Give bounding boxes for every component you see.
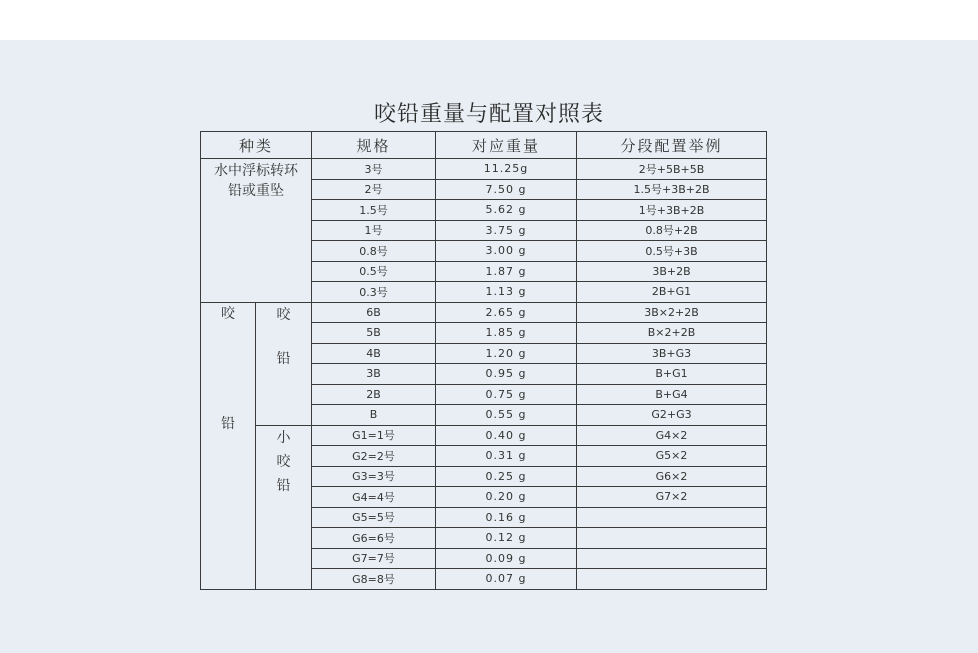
cell-spec: G5=5号 (312, 507, 436, 528)
subcategory-char: 铅 (276, 477, 291, 494)
cell-weight: 0.20 g (436, 487, 577, 508)
cell-spec: G8=8号 (312, 569, 436, 590)
table-title: 咬铅重量与配置对照表 (373, 102, 604, 127)
subcategory-char: 咬 (276, 453, 291, 470)
cell-spec: G4=4号 (312, 487, 436, 508)
cell-config: G4×2 (577, 425, 767, 446)
cell-weight: 0.12 g (436, 528, 577, 549)
cell-spec: 3B (312, 364, 436, 385)
cell-weight: 0.07 g (436, 569, 577, 590)
cell-spec: 4B (312, 343, 436, 364)
header-category: 种类 (201, 132, 312, 159)
cell-weight: 0.95 g (436, 364, 577, 385)
cell-weight: 1.20 g (436, 343, 577, 364)
category-bite-char: 咬 (221, 305, 235, 322)
header-weight: 对应重量 (436, 132, 577, 159)
cell-config: G2+G3 (577, 405, 767, 426)
cell-spec: 6B (312, 302, 436, 323)
cell-weight: 0.31 g (436, 446, 577, 467)
cell-spec: 0.8号 (312, 241, 436, 262)
cell-config (577, 569, 767, 590)
cell-spec: G2=2号 (312, 446, 436, 467)
table-row (201, 425, 767, 446)
cell-weight: 3.75 g (436, 220, 577, 241)
cell-config: 1.5号+3B+2B (577, 179, 767, 200)
category-float-line: 铅或重坠 (228, 183, 284, 199)
weight-config-table (200, 131, 767, 590)
cell-config: 2B+G1 (577, 282, 767, 303)
table-row (201, 302, 767, 323)
cell-spec: G1=1号 (312, 425, 436, 446)
cell-spec: B (312, 405, 436, 426)
cell-config (577, 548, 767, 569)
cell-spec: 1号 (312, 220, 436, 241)
category-float-lead (201, 159, 312, 303)
cell-weight: 3.00 g (436, 241, 577, 262)
cell-config: B+G1 (577, 364, 767, 385)
cell-config: 0.5号+3B (577, 241, 767, 262)
header-spec: 规格 (312, 132, 436, 159)
cell-spec: G6=6号 (312, 528, 436, 549)
cell-weight: 1.85 g (436, 323, 577, 344)
cell-weight: 0.25 g (436, 466, 577, 487)
spacer (256, 327, 311, 347)
cell-weight: 1.87 g (436, 261, 577, 282)
cell-weight: 2.65 g (436, 302, 577, 323)
header-config: 分段配置举例 (577, 132, 767, 159)
cell-spec: 3号 (312, 159, 436, 180)
cell-config: 0.8号+2B (577, 220, 767, 241)
cell-config (577, 507, 767, 528)
cell-spec: 2号 (312, 179, 436, 200)
cell-config: G7×2 (577, 487, 767, 508)
cell-config: G5×2 (577, 446, 767, 467)
cell-config: 2号+5B+5B (577, 159, 767, 180)
cell-weight: 0.40 g (436, 425, 577, 446)
cell-spec: 5B (312, 323, 436, 344)
cell-config: 1号+3B+2B (577, 200, 767, 221)
category-bite-char: 铅 (221, 415, 235, 432)
subcategory-char: 铅 (276, 350, 291, 367)
cell-weight: 0.16 g (436, 507, 577, 528)
cell-config: B+G4 (577, 384, 767, 405)
category-float-line: 水中浮标转环 (214, 163, 298, 179)
cell-config: 3B+G3 (577, 343, 767, 364)
subcategory-char: 小 (276, 429, 291, 446)
cell-config: B×2+2B (577, 323, 767, 344)
cell-spec: 2B (312, 384, 436, 405)
cell-config: 3B×2+2B (577, 302, 767, 323)
spacer (201, 326, 255, 412)
cell-spec: 0.5号 (312, 261, 436, 282)
cell-weight: 7.50 g (436, 179, 577, 200)
category-bite-lead (201, 302, 256, 589)
cell-spec: 1.5号 (312, 200, 436, 221)
cell-config: 3B+2B (577, 261, 767, 282)
cell-weight: 0.09 g (436, 548, 577, 569)
cell-weight: 1.13 g (436, 282, 577, 303)
table-row (201, 159, 767, 180)
subcategory-char: 咬 (276, 306, 291, 323)
subcategory-small-bite (256, 425, 312, 589)
cell-config: G6×2 (577, 466, 767, 487)
cell-weight: 11.25g (436, 159, 577, 180)
cell-spec: 0.3号 (312, 282, 436, 303)
subcategory-bite (256, 302, 312, 425)
cell-spec: G3=3号 (312, 466, 436, 487)
cell-weight: 0.75 g (436, 384, 577, 405)
header-row (201, 132, 767, 159)
cell-weight: 5.62 g (436, 200, 577, 221)
cell-config (577, 528, 767, 549)
cell-weight: 0.55 g (436, 405, 577, 426)
cell-spec: G7=7号 (312, 548, 436, 569)
